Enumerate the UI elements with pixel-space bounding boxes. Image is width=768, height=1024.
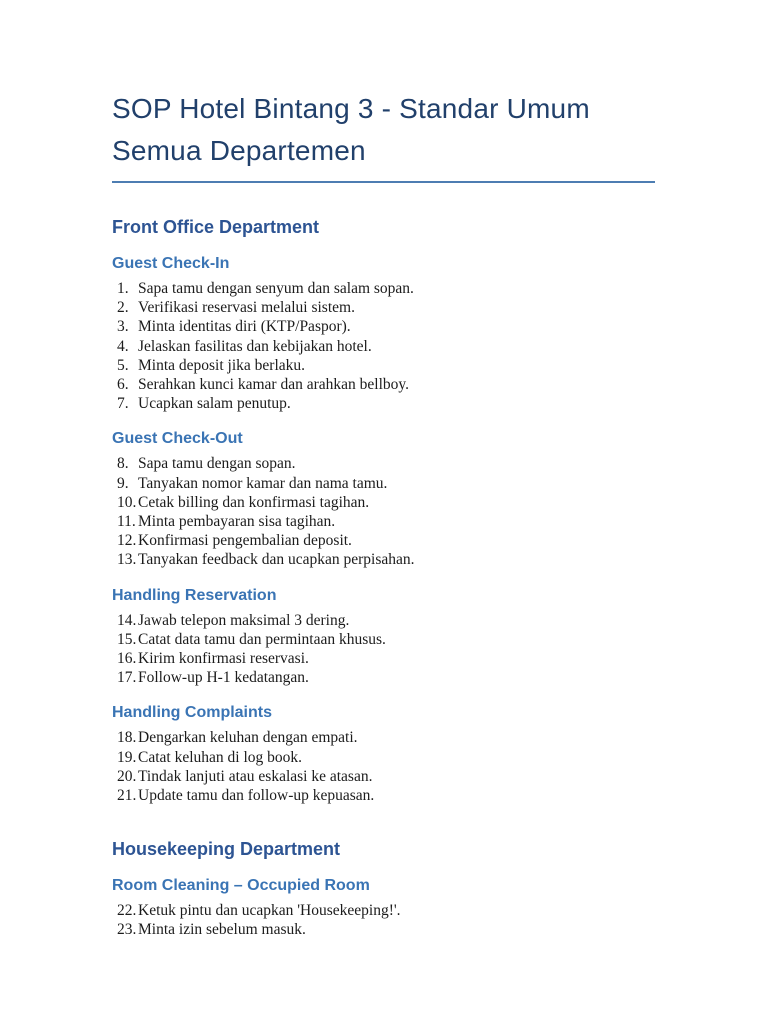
sop-list (112, 454, 655, 569)
item-text: Jelaskan fasilitas dan kebijakan hotel. (138, 337, 372, 355)
sop-list (112, 728, 655, 805)
item-text: Update tamu dan follow-up kepuasan. (138, 787, 375, 805)
sop-list-item (117, 611, 655, 630)
document-title (112, 88, 655, 172)
item-text: Cetak billing dan konfirmasi tagihan. (138, 493, 370, 511)
item-text: Minta izin sebelum masuk. (138, 921, 306, 939)
subsection (112, 875, 655, 939)
sop-list-item (117, 728, 655, 747)
item-text: Ucapkan salam penutup. (138, 395, 291, 413)
item-text: Sapa tamu dengan sopan. (138, 455, 296, 473)
sop-list-item (117, 630, 655, 649)
sop-list-item (117, 454, 655, 473)
item-number: 5. (117, 356, 129, 374)
sop-list-item (117, 550, 655, 569)
department-section (112, 216, 655, 805)
item-text: Catat keluhan di log book. (138, 748, 303, 766)
sop-list-item (117, 901, 655, 920)
item-number: 4. (117, 337, 129, 355)
sop-list-item (117, 531, 655, 550)
subsection (112, 585, 655, 688)
item-number: 21. (117, 787, 137, 805)
document-title-line1: SOP Hotel Bintang 3 - Standar Umum (112, 93, 590, 124)
sop-list-item (117, 474, 655, 493)
item-text: Serahkan kunci kamar dan arahkan bellboy. (138, 376, 410, 394)
subsection-heading: Guest Check-Out (112, 430, 243, 448)
sections (112, 216, 655, 940)
sop-list-item (117, 786, 655, 805)
sop-list (112, 901, 655, 939)
subsection-heading: Room Cleaning – Occupied Room (112, 877, 370, 895)
department-section (112, 838, 655, 939)
sop-list (112, 611, 655, 688)
item-text: Ketuk pintu dan ucapkan 'Housekeeping!'. (138, 902, 401, 920)
sop-list-item (117, 394, 655, 413)
subsection-heading: Handling Reservation (112, 586, 277, 604)
item-text: Tanyakan feedback dan ucapkan perpisahan. (138, 551, 415, 569)
item-number: 17. (117, 669, 137, 687)
item-text: Dengarkan keluhan dengan empati. (138, 729, 358, 747)
sop-list-item (117, 512, 655, 531)
item-number: 10. (117, 493, 137, 511)
title-underline-rule (112, 181, 655, 183)
item-number: 6. (117, 376, 129, 394)
sop-list-item (117, 493, 655, 512)
item-number: 14. (117, 611, 137, 629)
item-number: 3. (117, 318, 129, 336)
item-text: Minta identitas diri (KTP/Paspor). (138, 318, 351, 336)
item-text: Verifikasi reservasi melalui sistem. (138, 299, 355, 317)
department-heading: Housekeeping Department (112, 839, 341, 860)
subsection-heading: Guest Check-In (112, 255, 230, 272)
item-number: 7. (117, 395, 129, 413)
item-number: 1. (117, 280, 129, 297)
subsection (112, 428, 655, 569)
sop-list-item (117, 767, 655, 786)
item-text: Tanyakan nomor kamar dan nama tamu. (138, 474, 388, 492)
sop-list-item (117, 279, 655, 298)
item-text: Minta pembayaran sisa tagihan. (138, 513, 336, 531)
item-number: 22. (117, 902, 137, 920)
subsections (112, 253, 655, 805)
item-number: 18. (117, 729, 137, 747)
item-number: 16. (117, 650, 137, 668)
sop-list-item (117, 375, 655, 394)
subsections (112, 875, 655, 939)
sop-list-item (117, 920, 655, 939)
sop-list-item (117, 317, 655, 336)
item-number: 12. (117, 532, 137, 550)
item-text: Sapa tamu dengan senyum dan salam sopan. (138, 280, 414, 297)
department-heading: Front Office Department (112, 217, 320, 237)
item-number: 15. (117, 630, 137, 648)
document-content (112, 0, 655, 940)
item-text: Minta deposit jika berlaku. (138, 356, 306, 374)
item-text: Konfirmasi pengembalian deposit. (138, 532, 352, 550)
sop-list (112, 279, 655, 413)
subsection-heading: Handling Complaints (112, 704, 272, 722)
item-text: Follow-up H-1 kedatangan. (138, 669, 309, 687)
item-number: 11. (117, 513, 136, 531)
sop-list-item (117, 649, 655, 668)
sop-list-item (117, 748, 655, 767)
subsection (112, 702, 655, 805)
subsection (112, 253, 655, 413)
item-number: 20. (117, 767, 137, 785)
item-number: 13. (117, 551, 137, 569)
sop-list-item (117, 356, 655, 375)
item-text: Jawab telepon maksimal 3 dering. (138, 611, 350, 629)
item-number: 8. (117, 455, 129, 473)
sop-list-item (117, 337, 655, 356)
item-number: 23. (117, 921, 137, 939)
item-text: Catat data tamu dan permintaan khusus. (138, 630, 386, 648)
sop-list-item (117, 298, 655, 317)
item-text: Kirim konfirmasi reservasi. (138, 650, 309, 668)
sop-list-item (117, 668, 655, 687)
item-number: 19. (117, 748, 137, 766)
item-number: 9. (117, 474, 129, 492)
item-number: 2. (117, 299, 129, 317)
document-title-line2: Semua Departemen (112, 135, 366, 166)
item-text: Tindak lanjuti atau eskalasi ke atasan. (138, 767, 373, 785)
